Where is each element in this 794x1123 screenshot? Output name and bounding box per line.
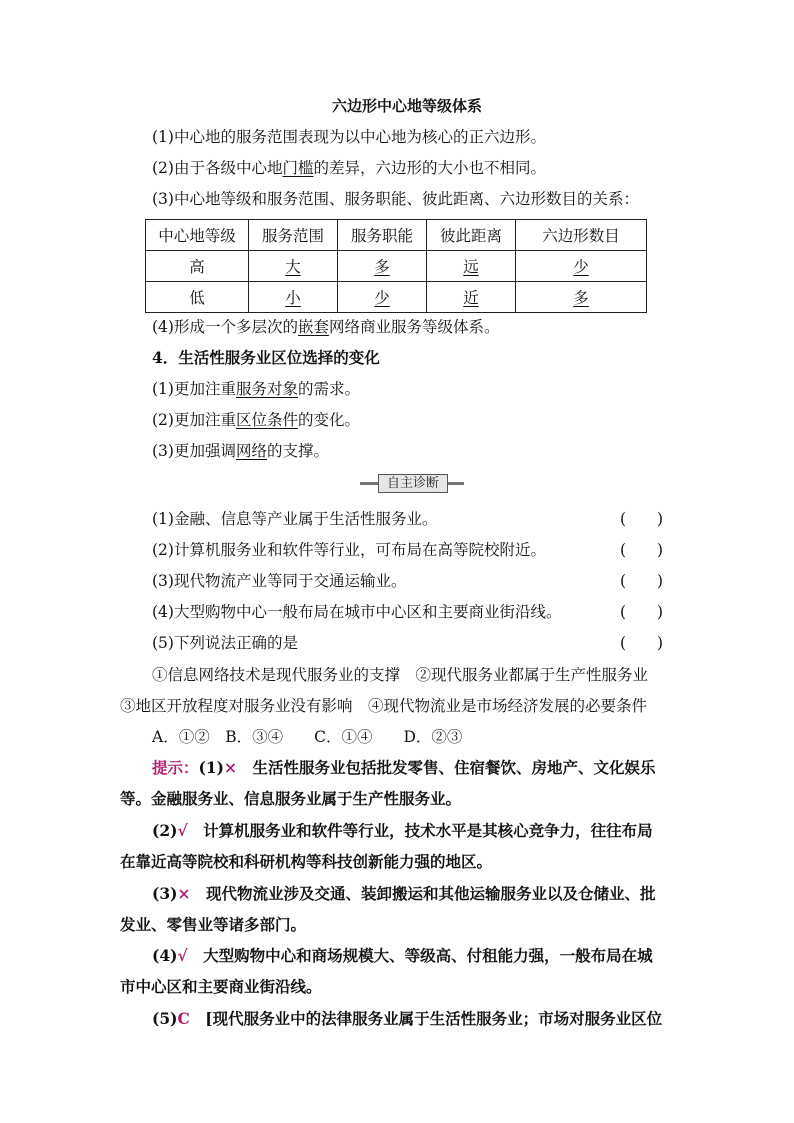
hint-1	[152, 758, 655, 778]
hint-3	[152, 884, 655, 904]
hint-4-continued: 市中心区和主要商业街沿线。	[120, 977, 322, 996]
table-cell-answer: 多	[573, 289, 589, 307]
hint-5	[152, 1009, 662, 1029]
quiz-question-2: (2)计算机服务业和软件等行业，可布局在高等院校附近。	[152, 541, 546, 559]
item-3-pre: (3)更加强调	[152, 442, 236, 460]
answer-blank: ( )	[620, 541, 664, 559]
hint-1-number: (1)	[198, 758, 224, 777]
table-cell: 低	[146, 282, 249, 313]
self-diagnosis-badge	[360, 474, 464, 493]
table-header-cell: 服务范围	[249, 220, 338, 251]
table-cell-answer: 小	[285, 289, 301, 307]
hint-5-text: [现代服务业中的法律服务业属于生活性服务业；市场对服务业区位	[189, 1009, 663, 1028]
table-cell	[427, 251, 516, 282]
table-cell: 高	[146, 251, 249, 282]
paragraph-4	[152, 317, 500, 337]
cross-icon: ×	[177, 884, 191, 903]
hint-2	[152, 821, 653, 841]
hint-3-number: (3)	[152, 884, 178, 903]
table-cell	[338, 282, 427, 313]
table-header-cell: 服务职能	[338, 220, 427, 251]
paragraph-2-underlined: 门槛	[282, 159, 314, 177]
table-header-cell: 彼此距离	[427, 220, 516, 251]
table-cell	[427, 282, 516, 313]
table-cell	[338, 251, 427, 282]
table-cell	[516, 282, 647, 313]
item-3-post: 的支撑。	[266, 442, 329, 460]
table-cell	[249, 251, 338, 282]
quiz-options-line-2: ③地区开放程度对服务业没有影响 ④现代物流业是市场经济发展的必要条件	[120, 697, 648, 715]
hint-2-text: 计算机服务业和软件等行业，技术水平是其核心竞争力，往往布局	[187, 821, 653, 840]
table-row	[146, 282, 647, 313]
section-4-item-1	[152, 379, 360, 399]
paragraph-2	[152, 158, 546, 178]
table-row	[146, 251, 647, 282]
paragraph-4-post: 网络商业服务等级体系。	[328, 318, 500, 336]
hint-2-number: (2)	[152, 821, 178, 840]
table-cell-answer: 近	[463, 289, 479, 307]
table-cell	[249, 282, 338, 313]
section-title: 六边形中心地等级体系	[332, 97, 483, 115]
paragraph-1: (1)中心地的服务范围表现为以中心地为核心的正六边形。	[152, 128, 546, 146]
answer-blank: ( )	[620, 572, 664, 590]
hint-3-text: 现代物流业涉及交通、装卸搬运和其他运输服务业以及仓储业、批	[190, 884, 656, 903]
item-2-pre: (2)更加注重	[152, 411, 236, 429]
paragraph-2-post: 的差异，六边形的大小也不相同。	[313, 159, 546, 177]
table-header-cell: 六边形数目	[516, 220, 647, 251]
table-cell-answer: 少	[374, 289, 390, 307]
hint-2-continued: 在靠近高等院校和科研机构等科技创新能力强的地区。	[120, 852, 493, 871]
hint-5-number: (5)	[152, 1009, 178, 1028]
item-2-post: 的变化。	[297, 411, 360, 429]
table-cell-answer: 大	[285, 258, 301, 276]
item-1-post: 的需求。	[297, 380, 360, 398]
check-icon: √	[177, 821, 188, 840]
table-cell	[516, 251, 647, 282]
item-3-underlined: 网络	[235, 442, 267, 460]
table-cell-answer: 多	[374, 258, 390, 276]
paragraph-4-pre: (4)形成一个多层次的	[152, 318, 298, 336]
table-cell-answer: 远	[463, 258, 479, 276]
section-4-item-3	[152, 441, 329, 461]
hint-1-continued: 等。金融服务业、信息服务业属于生产性服务业。	[120, 789, 462, 808]
section-4-item-2	[152, 410, 360, 430]
answer-blank: ( )	[620, 510, 664, 528]
hint-4-number: (4)	[152, 946, 178, 965]
answer-blank: ( )	[620, 603, 664, 621]
section-4-heading: 4．生活性服务业区位选择的变化	[152, 348, 380, 367]
paragraph-4-underlined: 嵌套	[297, 318, 329, 336]
quiz-question-3: (3)现代物流产业等同于交通运输业。	[152, 572, 407, 590]
cross-icon: ×	[223, 758, 237, 777]
hint-1-text: 生活性服务业包括批发零售、住宿餐饮、房地产、文化娱乐	[236, 758, 656, 777]
quiz-question-5: (5)下列说法正确的是	[152, 634, 298, 652]
paragraph-3: (3)中心地等级和服务范围、服务职能、彼此距离、六边形数目的关系：	[152, 190, 639, 208]
table-header-cell: 中心地等级	[146, 220, 249, 251]
check-icon: √	[177, 946, 188, 965]
answer-letter: C	[177, 1009, 190, 1028]
item-1-underlined: 服务对象	[235, 380, 298, 398]
hint-3-continued: 发业、零售业等诸多部门。	[120, 915, 307, 934]
item-1-pre: (1)更加注重	[152, 380, 236, 398]
quiz-question-4: (4)大型购物中心一般布局在城市中心区和主要商业街沿线。	[152, 603, 562, 621]
hint-label: 提示：	[152, 758, 199, 777]
hint-4-text: 大型购物中心和商场规模大、等级高、付租能力强，一般布局在城	[187, 946, 653, 965]
quiz-options-line-1: ①信息网络技术是现代服务业的支撑 ②现代服务业都属于生产性服务业	[152, 666, 649, 684]
quiz-choices: A．①② B．③④ C．①④ D．②③	[152, 728, 463, 746]
table-cell-answer: 少	[573, 258, 589, 276]
item-2-underlined: 区位条件	[235, 411, 298, 429]
hierarchy-table	[145, 219, 647, 313]
paragraph-2-pre: (2)由于各级中心地	[152, 159, 283, 177]
badge-label: 自主诊断	[378, 474, 448, 493]
hint-4	[152, 946, 653, 966]
quiz-question-1: (1)金融、信息等产业属于生活性服务业。	[152, 510, 438, 528]
table-header-row	[146, 220, 647, 251]
answer-blank: ( )	[620, 634, 664, 652]
